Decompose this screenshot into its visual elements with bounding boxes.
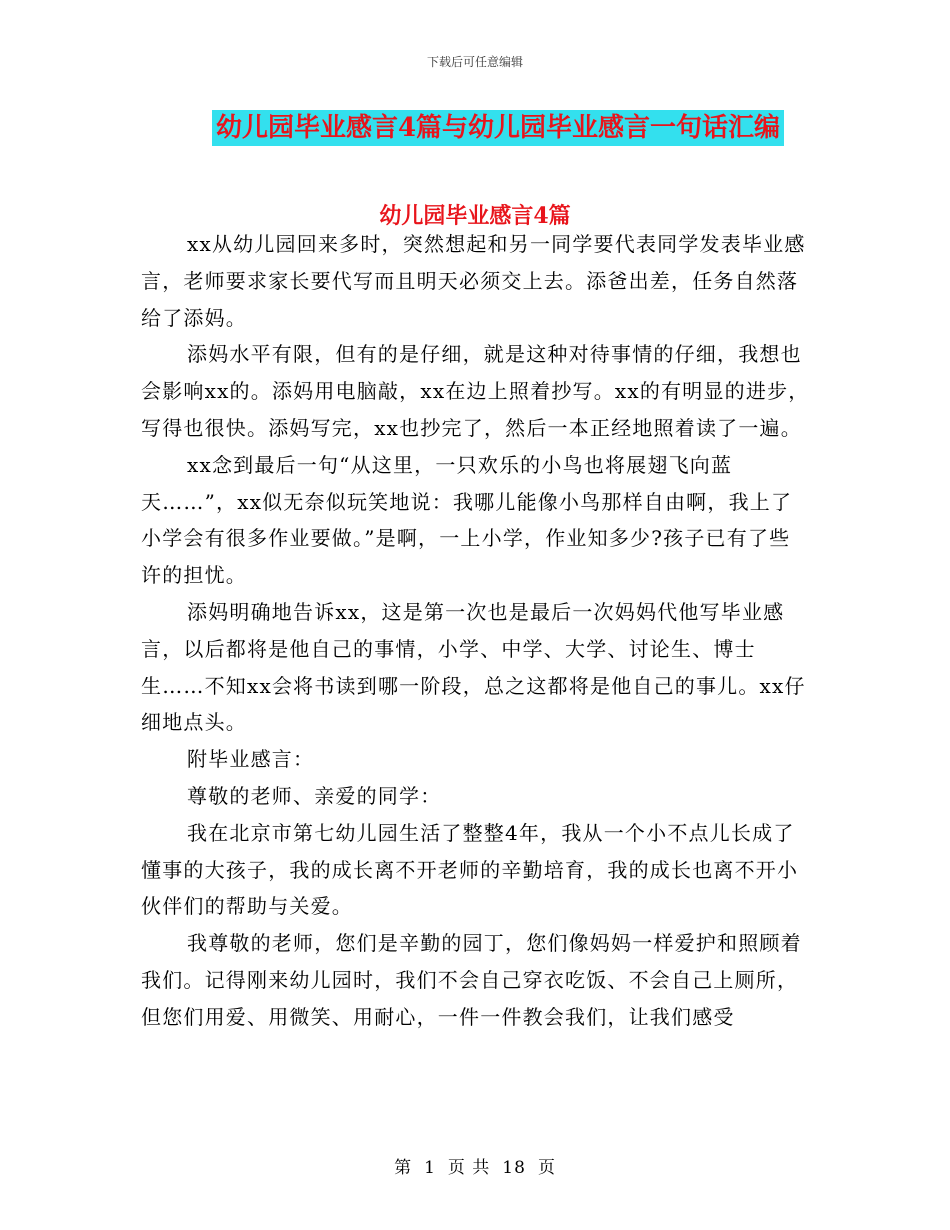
paragraph: 尊敬的老师、亲爱的同学： bbox=[187, 783, 442, 808]
section-title: 幼儿园毕业感言4篇 bbox=[379, 203, 571, 229]
footer-middle: 页 共 bbox=[447, 1158, 491, 1178]
paragraph: 附毕业感言： bbox=[187, 747, 315, 772]
paragraph: xx从幼儿园回来多时，突然想起和另一同学要代表同学发表毕业感言，老师要求家长要代写而且明天必须交上去。添爸出差，任务自然落给了添妈。 bbox=[141, 232, 806, 330]
body-text bbox=[141, 226, 811, 1036]
total-pages: 18 bbox=[502, 1158, 526, 1178]
paragraph: 我在北京市第七幼儿园生活了整整4年，我从一个小不点儿长成了懂事的大孩子，我的成长离不开老师的辛勤培育，我的成长也离不开小伙伴们的帮助与关爱。 bbox=[141, 820, 799, 919]
main-title: 幼儿园毕业感言4篇与幼儿园毕业感言一句话汇编 bbox=[212, 110, 784, 146]
page-footer bbox=[0, 1153, 950, 1178]
paragraph: xx念到最后一句“从这里，一只欢乐的小鸟也将展翅飞向蓝天……”，xx似无奈似玩笑地说：我哪儿能像小鸟那样自由啊，我上了小学会有很多作业要做。”是啊，一上小学，作业知多少?孩子已有了些许的担忧。 bbox=[141, 452, 793, 588]
footer-prefix: 第 bbox=[394, 1158, 413, 1178]
page-number: 1 bbox=[424, 1158, 436, 1178]
main-title-container bbox=[0, 110, 950, 146]
footer-suffix: 页 bbox=[537, 1158, 556, 1178]
paragraph: 添妈水平有限，但有的是仔细，就是这种对待事情的仔细，我想也会影响xx的。添妈用电脑敲，xx在边上照着抄写。xx的有明显的进步，写得也很快。添妈写完，xx也抄完了，然后一本正经地照着读了一遍。 bbox=[141, 342, 810, 440]
paragraph: 我尊敬的老师，您们是辛勤的园丁，您们像妈妈一样爱护和照顾着我们。记得刚来幼儿园时，我们不会自己穿衣吃饭、不会自己上厕所，但您们用爱、用微笑、用耐心，一件一件教会我们，让我们感受 bbox=[141, 931, 802, 1029]
paragraph: 添妈明确地告诉xx，这是第一次也是最后一次妈妈代他写毕业感言，以后都将是他自己的事情，小学、中学、大学、讨论生、博士生……不知xx会将书读到哪一阶段，总之这都将是他自己的事儿。xx仔细地点头。 bbox=[141, 599, 806, 735]
header-note: 下载后可任意编辑 bbox=[426, 55, 523, 69]
